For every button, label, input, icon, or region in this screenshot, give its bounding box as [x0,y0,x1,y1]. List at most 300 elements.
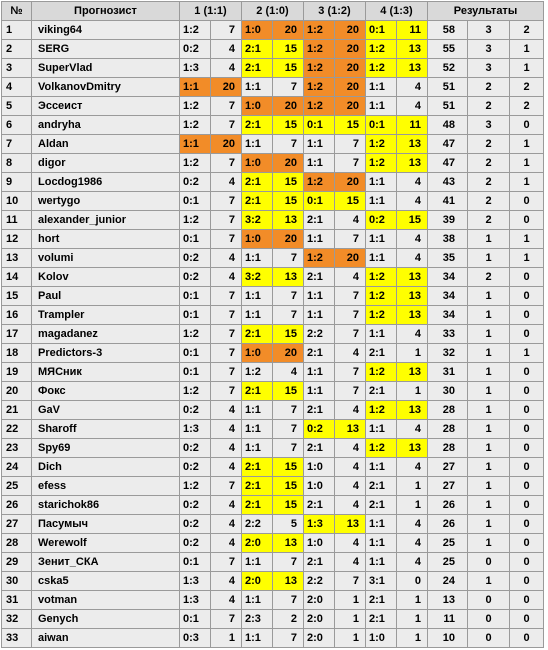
predictor-name: Sharoff [32,420,180,439]
match-4-score: 2:1 [366,610,397,629]
row-number: 7 [2,135,32,154]
result-diff: 1 [510,249,544,268]
row-number: 33 [2,629,32,648]
table-row [2,344,544,363]
match-4-score: 1:1 [366,192,397,211]
row-number: 25 [2,477,32,496]
match-3-points: 7 [335,154,366,173]
match-4-score: 1:2 [366,59,397,78]
match-2-score: 1:1 [242,420,273,439]
result-total: 28 [428,401,468,420]
predictor-name: starichok86 [32,496,180,515]
predictor-name: Werewolf [32,534,180,553]
match-4-points: 4 [397,458,428,477]
match-3-score: 2:1 [304,553,335,572]
result-exact: 3 [468,116,510,135]
match-2-score: 1:1 [242,249,273,268]
match-3-score: 1:1 [304,306,335,325]
result-exact: 2 [468,192,510,211]
match-1-score: 1:3 [180,59,211,78]
match-4-score: 2:1 [366,496,397,515]
result-exact: 1 [468,515,510,534]
table-row [2,553,544,572]
predictor-name: Paul [32,287,180,306]
predictor-name: Aldan [32,135,180,154]
match-3-points: 13 [335,420,366,439]
table-row [2,496,544,515]
row-number: 27 [2,515,32,534]
match-4-score: 1:2 [366,135,397,154]
match-3-score: 1:2 [304,173,335,192]
match-1-score: 0:2 [180,268,211,287]
match-4-score: 1:2 [366,401,397,420]
result-exact: 1 [468,420,510,439]
match-3-points: 7 [335,363,366,382]
match-1-points: 7 [211,382,242,401]
match-2-score: 1:0 [242,154,273,173]
match-2-points: 4 [273,363,304,382]
table-row [2,192,544,211]
predictor-name: Kolov [32,268,180,287]
result-exact: 1 [468,363,510,382]
result-exact: 1 [468,477,510,496]
table-row [2,515,544,534]
row-number: 21 [2,401,32,420]
match-3-points: 7 [335,135,366,154]
match-4-score: 1:1 [366,173,397,192]
result-total: 10 [428,629,468,648]
match-3-score: 1:1 [304,154,335,173]
result-diff: 1 [510,40,544,59]
result-diff: 0 [510,553,544,572]
match-4-points: 4 [397,192,428,211]
match-4-points: 15 [397,211,428,230]
match-4-points: 13 [397,363,428,382]
table-row [2,401,544,420]
match-3-points: 1 [335,629,366,648]
result-total: 51 [428,97,468,116]
table-row [2,534,544,553]
match-4-points: 13 [397,59,428,78]
predictor-name: Dich [32,458,180,477]
result-total: 24 [428,572,468,591]
table-row [2,173,544,192]
match-2-points: 13 [273,268,304,287]
table-row [2,325,544,344]
match-1-score: 1:2 [180,21,211,40]
result-diff: 0 [510,439,544,458]
match-1-points: 7 [211,192,242,211]
result-diff: 0 [510,306,544,325]
result-diff: 0 [510,268,544,287]
match-1-points: 4 [211,439,242,458]
result-total: 47 [428,154,468,173]
predictor-name: SERG [32,40,180,59]
match-1-points: 4 [211,268,242,287]
match-3-score: 1:2 [304,40,335,59]
table-row [2,477,544,496]
match-1-score: 0:2 [180,458,211,477]
match-4-points: 13 [397,439,428,458]
match-3-score: 2:0 [304,610,335,629]
match-1-points: 7 [211,116,242,135]
match-2-score: 1:0 [242,344,273,363]
header-results: Результаты [428,2,544,21]
result-total: 38 [428,230,468,249]
predictor-name: efess [32,477,180,496]
match-4-points: 1 [397,629,428,648]
predictor-name: alexander_junior [32,211,180,230]
row-number: 22 [2,420,32,439]
table-row [2,458,544,477]
match-2-points: 13 [273,534,304,553]
match-4-points: 13 [397,154,428,173]
match-4-score: 0:2 [366,211,397,230]
match-2-score: 1:0 [242,21,273,40]
match-4-score: 1:1 [366,420,397,439]
match-4-score: 1:1 [366,97,397,116]
match-2-score: 2:3 [242,610,273,629]
match-2-points: 15 [273,477,304,496]
match-2-points: 7 [273,420,304,439]
match-2-score: 1:1 [242,629,273,648]
match-2-points: 7 [273,439,304,458]
result-exact: 1 [468,572,510,591]
predictions-table [1,1,544,648]
match-2-points: 15 [273,116,304,135]
match-4-score: 1:1 [366,230,397,249]
match-1-score: 1:3 [180,572,211,591]
predictor-name: Predictors-3 [32,344,180,363]
result-exact: 1 [468,230,510,249]
match-3-score: 1:1 [304,287,335,306]
table-row [2,154,544,173]
match-1-points: 1 [211,629,242,648]
match-4-points: 4 [397,78,428,97]
result-diff: 0 [510,192,544,211]
result-exact: 0 [468,591,510,610]
header-match-1: 1 (1:1) [180,2,242,21]
match-2-points: 7 [273,306,304,325]
match-4-points: 4 [397,534,428,553]
match-2-score: 2:2 [242,515,273,534]
match-4-points: 1 [397,610,428,629]
match-3-points: 7 [335,325,366,344]
result-total: 25 [428,553,468,572]
match-1-points: 4 [211,420,242,439]
match-3-points: 7 [335,382,366,401]
match-2-score: 1:1 [242,439,273,458]
row-number: 28 [2,534,32,553]
match-3-points: 1 [335,591,366,610]
match-1-score: 0:2 [180,496,211,515]
match-3-points: 4 [335,268,366,287]
match-2-points: 20 [273,230,304,249]
result-exact: 1 [468,439,510,458]
match-3-score: 2:1 [304,401,335,420]
match-2-score: 1:1 [242,401,273,420]
match-1-points: 7 [211,287,242,306]
match-4-points: 4 [397,97,428,116]
match-4-points: 4 [397,420,428,439]
match-4-points: 1 [397,477,428,496]
row-number: 29 [2,553,32,572]
table-row [2,40,544,59]
match-2-points: 15 [273,59,304,78]
match-2-score: 2:1 [242,59,273,78]
table-row [2,116,544,135]
table-row [2,382,544,401]
row-number: 9 [2,173,32,192]
header-number: № [2,2,32,21]
predictor-name: GaV [32,401,180,420]
match-2-points: 7 [273,401,304,420]
match-2-points: 15 [273,458,304,477]
match-2-points: 13 [273,211,304,230]
match-4-score: 0:1 [366,21,397,40]
match-2-score: 1:1 [242,135,273,154]
predictor-name: andryha [32,116,180,135]
predictor-name: МЯСник [32,363,180,382]
match-1-score: 1:3 [180,591,211,610]
match-2-points: 15 [273,382,304,401]
row-number: 12 [2,230,32,249]
header-match-4: 4 (1:3) [366,2,428,21]
table-row [2,135,544,154]
result-diff: 0 [510,496,544,515]
predictor-name: volumi [32,249,180,268]
header-match-3: 3 (1:2) [304,2,366,21]
match-3-score: 2:1 [304,344,335,363]
match-2-points: 13 [273,572,304,591]
table-row [2,363,544,382]
result-diff: 0 [510,591,544,610]
match-3-points: 20 [335,78,366,97]
table-row [2,230,544,249]
match-2-score: 3:2 [242,211,273,230]
match-3-points: 4 [335,401,366,420]
predictor-name: digor [32,154,180,173]
match-1-points: 4 [211,591,242,610]
match-3-points: 20 [335,40,366,59]
match-1-points: 7 [211,230,242,249]
match-1-score: 0:2 [180,439,211,458]
match-3-points: 13 [335,515,366,534]
table-row [2,21,544,40]
table-row [2,287,544,306]
row-number: 18 [2,344,32,363]
table-row [2,78,544,97]
match-3-points: 4 [335,439,366,458]
match-1-score: 1:2 [180,477,211,496]
result-total: 27 [428,458,468,477]
match-3-score: 2:0 [304,591,335,610]
match-3-score: 2:1 [304,496,335,515]
match-4-points: 1 [397,382,428,401]
match-1-score: 1:3 [180,420,211,439]
match-3-score: 2:2 [304,325,335,344]
result-exact: 0 [468,629,510,648]
result-total: 28 [428,420,468,439]
match-2-points: 7 [273,591,304,610]
table-row [2,249,544,268]
result-diff: 0 [510,325,544,344]
result-total: 52 [428,59,468,78]
match-4-score: 1:2 [366,268,397,287]
result-diff: 0 [510,629,544,648]
match-4-points: 13 [397,135,428,154]
match-1-score: 0:2 [180,401,211,420]
predictor-name: viking64 [32,21,180,40]
result-diff: 0 [510,477,544,496]
match-3-score: 1:3 [304,515,335,534]
result-exact: 3 [468,21,510,40]
predictor-name: Эссеист [32,97,180,116]
result-total: 11 [428,610,468,629]
match-4-points: 0 [397,572,428,591]
predictor-name: Locdog1986 [32,173,180,192]
predictor-name: SuperVlad [32,59,180,78]
row-number: 2 [2,40,32,59]
match-4-score: 1:1 [366,458,397,477]
result-exact: 2 [468,135,510,154]
result-total: 28 [428,439,468,458]
result-exact: 1 [468,496,510,515]
row-number: 15 [2,287,32,306]
row-number: 4 [2,78,32,97]
match-4-score: 1:1 [366,249,397,268]
match-1-score: 0:1 [180,363,211,382]
result-total: 43 [428,173,468,192]
match-2-score: 2:1 [242,192,273,211]
match-2-score: 1:0 [242,97,273,116]
match-1-points: 7 [211,344,242,363]
result-exact: 2 [468,154,510,173]
row-number: 32 [2,610,32,629]
match-4-score: 1:0 [366,629,397,648]
match-2-points: 7 [273,249,304,268]
match-4-score: 1:1 [366,325,397,344]
result-exact: 2 [468,97,510,116]
match-4-score: 1:2 [366,439,397,458]
match-3-points: 15 [335,116,366,135]
match-3-points: 7 [335,306,366,325]
result-total: 25 [428,534,468,553]
match-3-points: 20 [335,21,366,40]
match-3-points: 4 [335,344,366,363]
result-exact: 2 [468,268,510,287]
match-3-points: 20 [335,173,366,192]
row-number: 17 [2,325,32,344]
match-3-score: 1:2 [304,59,335,78]
match-4-score: 2:1 [366,477,397,496]
header-row [2,2,544,21]
result-total: 48 [428,116,468,135]
match-2-points: 7 [273,553,304,572]
match-4-score: 1:2 [366,154,397,173]
match-3-score: 2:0 [304,629,335,648]
result-exact: 3 [468,40,510,59]
result-exact: 1 [468,306,510,325]
table-row [2,629,544,648]
row-number: 8 [2,154,32,173]
match-2-points: 20 [273,97,304,116]
result-diff: 0 [510,610,544,629]
table-row [2,591,544,610]
match-4-score: 1:1 [366,534,397,553]
match-3-points: 4 [335,477,366,496]
match-4-points: 4 [397,325,428,344]
match-3-score: 2:1 [304,439,335,458]
match-3-points: 15 [335,192,366,211]
match-3-score: 0:1 [304,116,335,135]
match-2-score: 2:1 [242,477,273,496]
match-4-score: 1:1 [366,553,397,572]
result-exact: 3 [468,59,510,78]
match-3-score: 1:0 [304,534,335,553]
match-3-score: 1:1 [304,135,335,154]
match-1-points: 4 [211,515,242,534]
match-2-score: 2:1 [242,40,273,59]
match-1-points: 4 [211,249,242,268]
match-1-score: 0:1 [180,553,211,572]
match-2-score: 1:2 [242,363,273,382]
match-1-score: 0:2 [180,173,211,192]
table-row [2,306,544,325]
match-2-points: 15 [273,325,304,344]
row-number: 14 [2,268,32,287]
match-4-score: 1:1 [366,78,397,97]
match-1-score: 0:2 [180,40,211,59]
match-3-points: 4 [335,534,366,553]
match-2-score: 1:1 [242,591,273,610]
row-number: 5 [2,97,32,116]
result-exact: 2 [468,211,510,230]
row-number: 3 [2,59,32,78]
result-diff: 0 [510,382,544,401]
match-1-score: 0:1 [180,306,211,325]
match-4-points: 13 [397,401,428,420]
row-number: 30 [2,572,32,591]
result-diff: 0 [510,420,544,439]
row-number: 13 [2,249,32,268]
match-4-score: 1:2 [366,287,397,306]
match-1-score: 1:2 [180,116,211,135]
match-2-points: 7 [273,78,304,97]
match-4-score: 0:1 [366,116,397,135]
match-1-points: 7 [211,325,242,344]
match-2-points: 20 [273,154,304,173]
result-exact: 1 [468,382,510,401]
result-total: 34 [428,268,468,287]
match-4-score: 1:1 [366,515,397,534]
predictor-name: Зенит_СКА [32,553,180,572]
match-1-score: 1:2 [180,211,211,230]
match-1-score: 1:2 [180,154,211,173]
match-1-points: 7 [211,306,242,325]
match-2-score: 2:0 [242,534,273,553]
match-1-score: 0:2 [180,515,211,534]
result-exact: 1 [468,287,510,306]
match-1-points: 7 [211,610,242,629]
result-total: 31 [428,363,468,382]
match-3-points: 4 [335,211,366,230]
table-row [2,439,544,458]
result-total: 55 [428,40,468,59]
table-row [2,610,544,629]
match-3-points: 7 [335,230,366,249]
result-diff: 0 [510,458,544,477]
